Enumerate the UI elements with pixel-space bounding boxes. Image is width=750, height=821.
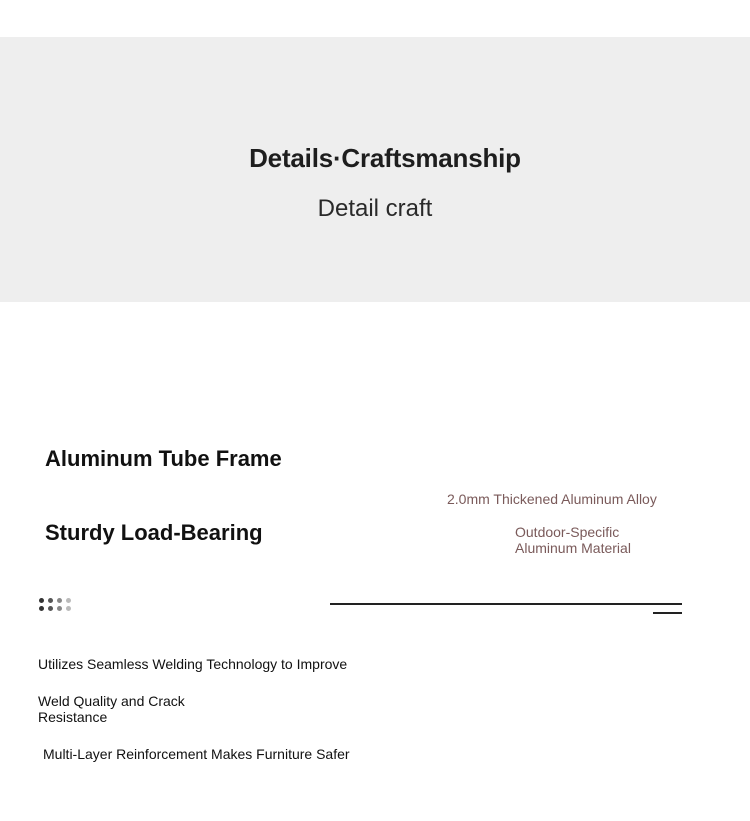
feature-quality-line1: Weld Quality and Crack	[38, 693, 185, 709]
load-bearing-heading: Sturdy Load-Bearing	[45, 520, 263, 545]
divider-line	[330, 603, 682, 605]
feature-welding: Utilizes Seamless Welding Technology to Improve	[38, 656, 348, 672]
feature-reinforcement: Multi-Layer Reinforcement Makes Furniture Safer	[43, 746, 350, 762]
section-title: Details·Craftsmanship	[249, 143, 521, 173]
section-subtitle: Detail craft	[317, 195, 433, 222]
dot-icon	[39, 606, 44, 611]
dot-icon	[57, 598, 62, 603]
material-spec-line2: Aluminum Material	[515, 540, 631, 556]
dot-icon	[66, 606, 71, 611]
dots-icon	[39, 598, 75, 614]
dot-icon	[48, 598, 53, 603]
divider-accent	[653, 612, 682, 614]
feature-quality-line2: Resistance	[38, 709, 108, 725]
dot-icon	[39, 598, 44, 603]
dot-icon	[66, 598, 71, 603]
dot-icon	[48, 606, 53, 611]
dot-icon	[57, 606, 62, 611]
thickness-spec: 2.0mm Thickened Aluminum Alloy	[447, 491, 657, 507]
frame-heading: Aluminum Tube Frame	[45, 446, 282, 471]
material-spec-line1: Outdoor-Specific	[515, 524, 620, 540]
